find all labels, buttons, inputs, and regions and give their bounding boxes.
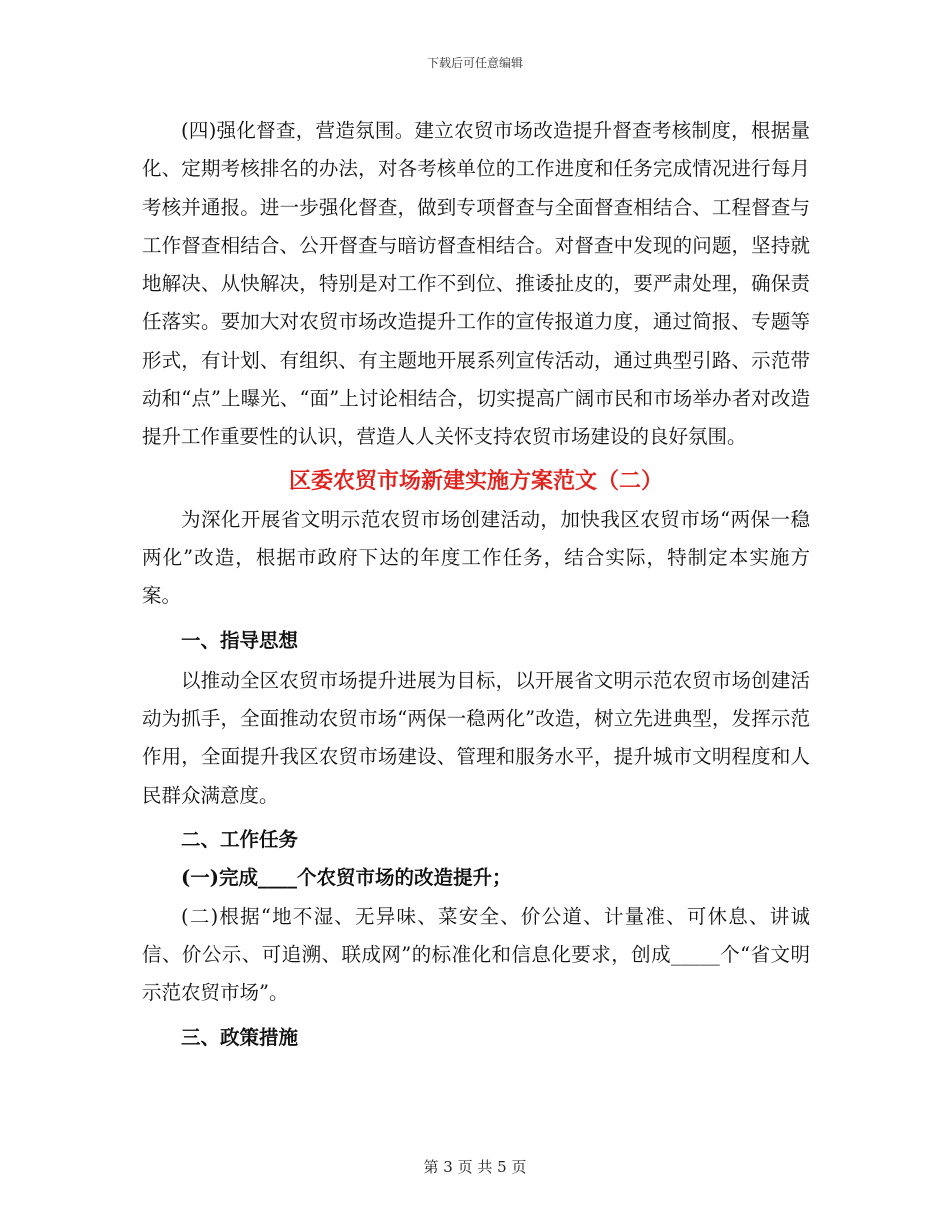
task-one: (一)完成____个农贸市场的改造提升； [181,866,512,890]
guiding-ideology-paragraph: 以推动全区农贸市场提升进展为目标，以开展省文明示范农贸市场创建活动为抓手，全面推动农贸市场“两保一稳两化”改造，树立先进典型，发挥示范作用，全面提升我区农贸市场建设、管理和服务水平，提升城市文明程度和人民群众满意度。 [142,668,810,807]
section-heading-work-tasks: 二、工作任务 [181,828,299,852]
document-body [142,112,810,1057]
section-four-paragraph: (四)强化督查，营造氛围。建立农贸市场改造提升督查考核制度，根据量化、定期考核排名的办法，对各考核单位的工作进度和任务完成情况进行每月考核并通报。进一步强化督查，做到专项督查与全面督查相结合、工程督查与工作督查相结合、公开督查与暗访督查相结合。对督查中发现的问题，坚持就地解决、从快解决，特别是对工作不到位、推诿扯皮的，要严肃处理，确保责任落实。要加大对农贸市场改造提升工作的宣传报道力度，通过简报、专题等形式，有计划、有组织、有主题地开展系列宣传活动，通过典型引路、示范带动和“点”上曝光、“面”上讨论相结合，切实提高广阔市民和市场举办者对改造提升工作重要性的认识，营造人人关怀支持农贸市场建设的良好氛围。 [142,119,810,449]
task-two: (二)根据“地不湿、无异味、菜安全、价公道、计量准、可休息、讲诚信、价公示、可追溯、联成网”的标准化和信息化要求，创成_____个“省文明示范农贸市场”。 [142,904,810,1005]
page-number: 第 3 页 共 5 页 [423,1158,527,1176]
header-note: 下载后可任意编辑 [426,56,523,70]
section-heading-guiding-ideology: 一、指导思想 [181,628,299,652]
intro-paragraph: 为深化开展省文明示范农贸市场创建活动，加快我区农贸市场“两保一稳两化”改造，根据市政府下达的年度工作任务，结合实际，特制定本实施方案。 [142,507,810,608]
document-title: 区委农贸市场新建实施方案范文（二） [288,467,663,494]
section-heading-policy-measures: 三、政策措施 [181,1025,299,1049]
